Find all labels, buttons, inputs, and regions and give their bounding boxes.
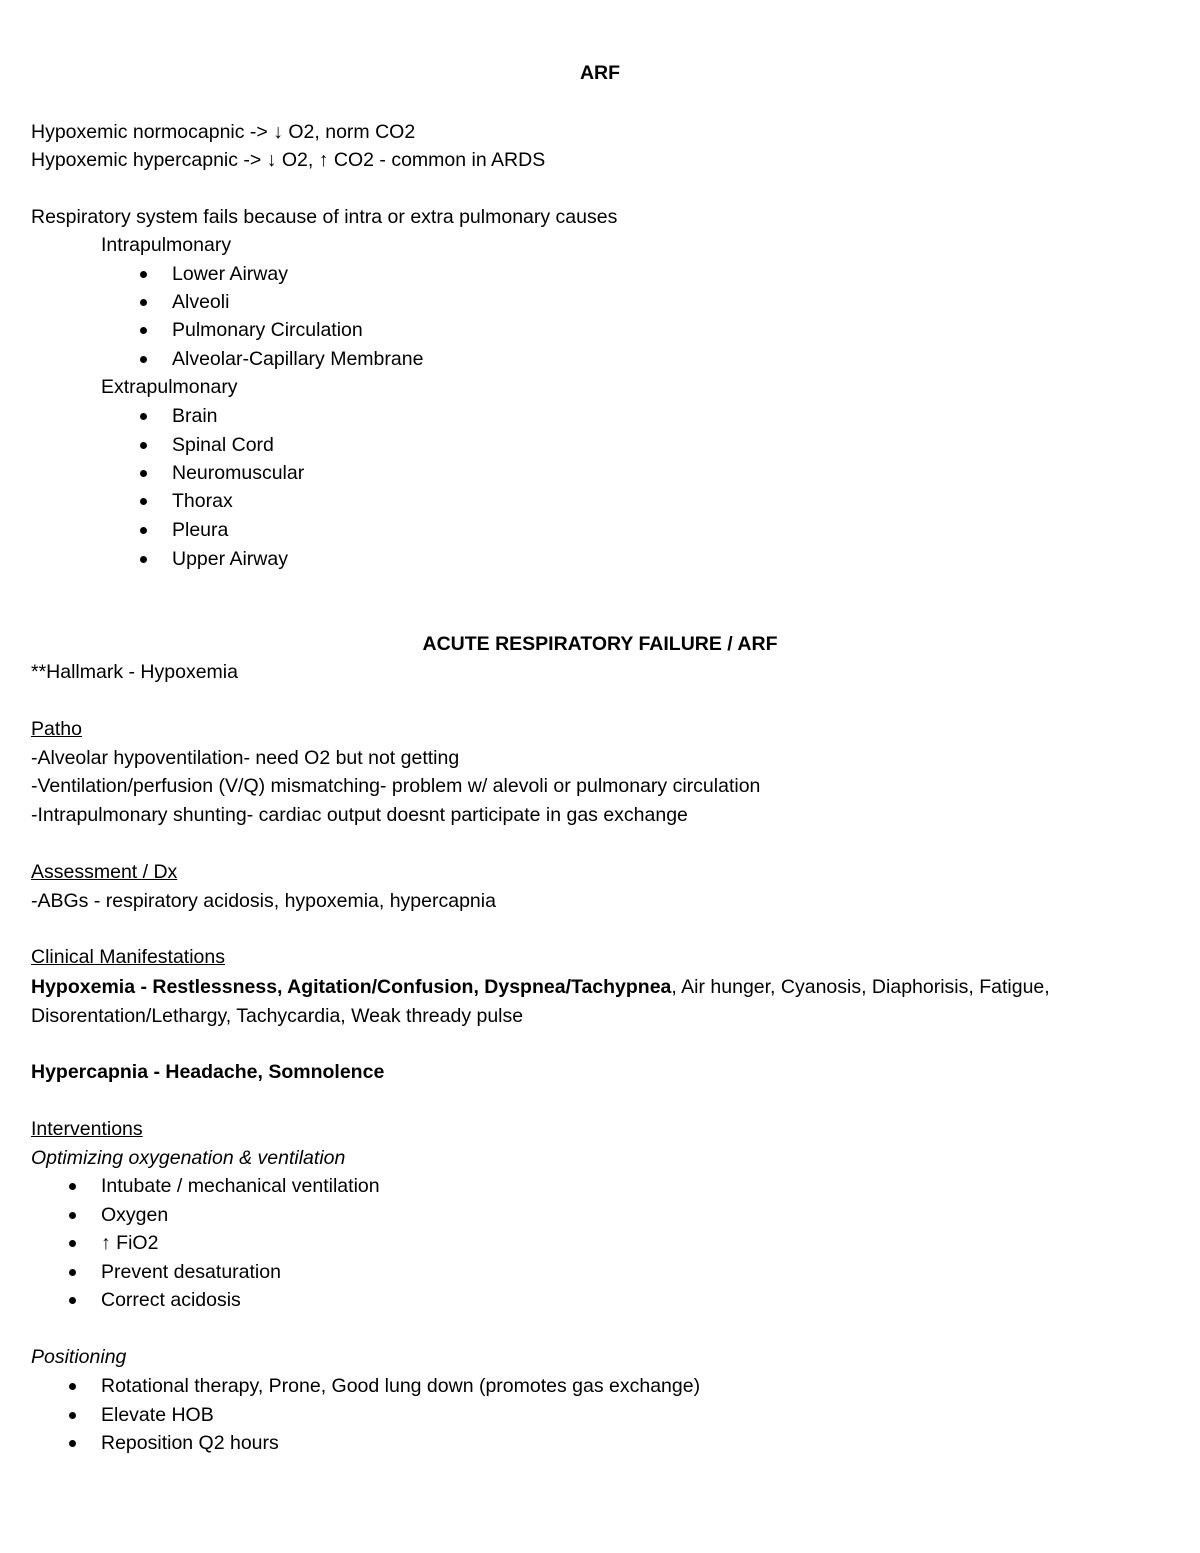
extra-item: Spinal Cord (172, 434, 274, 456)
extra-item: Upper Airway (172, 548, 288, 570)
intro-line-2: Hypoxemic hypercapnic -> ↓ O2, ↑ CO2 - common in ARDS (31, 149, 546, 171)
bullet-icon (69, 1440, 76, 1447)
positioning-item: Reposition Q2 hours (101, 1432, 279, 1454)
positioning-subheading: Positioning (31, 1346, 127, 1368)
bullet-icon (69, 1297, 76, 1304)
intra-item: Lower Airway (172, 263, 288, 285)
patho-line: -Intrapulmonary shunting- cardiac output doesnt participate in gas exchange (31, 804, 688, 826)
bullet-icon (140, 299, 147, 306)
patho-line: -Alveolar hypoventilation- need O2 but not getting (31, 747, 460, 769)
page-title: ARF (579, 62, 621, 84)
extra-item: Thorax (172, 490, 233, 512)
bullet-icon (140, 498, 147, 505)
intra-item: Alveolar-Capillary Membrane (172, 348, 424, 370)
bullet-icon (140, 442, 147, 449)
bullet-icon (140, 556, 147, 563)
assessment-line: -ABGs - respiratory acidosis, hypoxemia, hypercapnia (31, 890, 496, 912)
causes-heading: Respiratory system fails because of intra or extra pulmonary causes (31, 206, 618, 228)
hypoxemia-line-2: Disorentation/Lethargy, Tachycardia, Weak thready pulse (31, 1005, 524, 1027)
intervention-item: Intubate / mechanical ventilation (101, 1175, 380, 1197)
intrapulmonary-label: Intrapulmonary (101, 234, 232, 256)
extrapulmonary-label: Extrapulmonary (101, 376, 238, 398)
section-title: ACUTE RESPIRATORY FAILURE / ARF (422, 633, 778, 655)
interventions-subheading: Optimizing oxygenation & ventilation (31, 1147, 346, 1169)
extra-item: Brain (172, 405, 218, 427)
bullet-icon (69, 1183, 76, 1190)
bullet-icon (69, 1212, 76, 1219)
bullet-icon (69, 1383, 76, 1390)
hypoxemia-line (31, 975, 1050, 999)
bullet-icon (140, 527, 147, 534)
patho-heading: Patho (31, 718, 82, 740)
assessment-heading: Assessment / Dx (31, 861, 178, 883)
intervention-item: ↑ FiO2 (101, 1232, 159, 1254)
patho-line: -Ventilation/perfusion (V/Q) mismatching- problem w/ alevoli or pulmonary circulation (31, 775, 761, 797)
bullet-icon (69, 1240, 76, 1247)
intra-item: Alveoli (172, 291, 230, 313)
bullet-icon (69, 1412, 76, 1419)
clinical-heading: Clinical Manifestations (31, 946, 226, 968)
positioning-item: Rotational therapy, Prone, Good lung down (promotes gas exchange) (101, 1375, 701, 1397)
bullet-icon (140, 356, 147, 363)
hallmark-note: **Hallmark - Hypoxemia (31, 661, 238, 683)
intervention-item: Oxygen (101, 1204, 169, 1226)
intervention-item: Correct acidosis (101, 1289, 241, 1311)
bullet-icon (140, 470, 147, 477)
positioning-item: Elevate HOB (101, 1404, 214, 1426)
intra-item: Pulmonary Circulation (172, 319, 363, 341)
interventions-heading: Interventions (31, 1118, 143, 1140)
bullet-icon (69, 1269, 76, 1276)
intro-line-1: Hypoxemic normocapnic -> ↓ O2, norm CO2 (31, 121, 416, 143)
bullet-icon (140, 271, 147, 278)
hypoxemia-rest-text: , Air hunger, Cyanosis, Diaphorisis, Fatigue, (671, 976, 1050, 998)
bullet-icon (140, 327, 147, 334)
hypercapnia-line: Hypercapnia - Headache, Somnolence (31, 1061, 385, 1083)
extra-item: Pleura (172, 519, 229, 541)
extra-item: Neuromuscular (172, 462, 305, 484)
intervention-item: Prevent desaturation (101, 1261, 281, 1283)
bullet-icon (140, 413, 147, 420)
hypoxemia-bold-text: Hypoxemia - Restlessness, Agitation/Confusion, Dyspnea/Tachypnea (31, 976, 672, 998)
